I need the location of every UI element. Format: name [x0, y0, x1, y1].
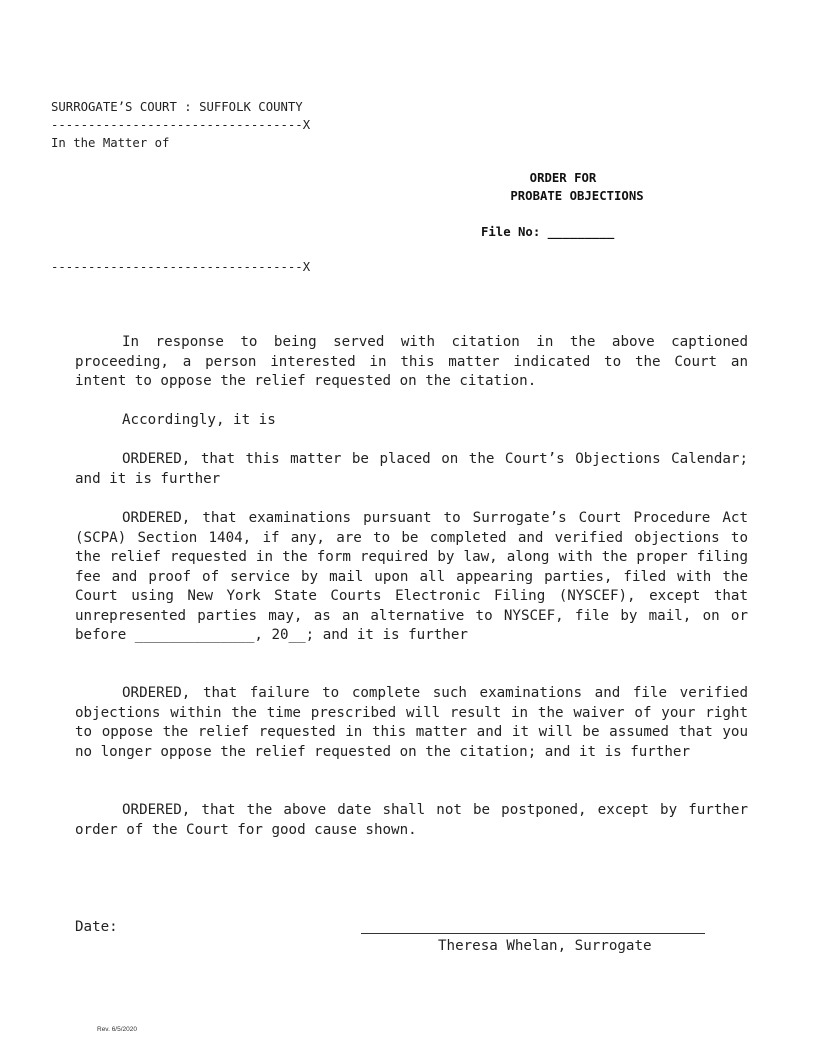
date-label: Date: [75, 919, 118, 935]
signer-name: Theresa Whelan, Surrogate [438, 938, 652, 954]
court-name: SURROGATE’S COURT : SUFFOLK COUNTY [51, 100, 303, 114]
caption-rule-bottom: ----------------------------------X [51, 260, 311, 274]
intro-paragraph: In response to being served with citation in the above captioned proceeding, a person interested in this matter indicated to the Court an intent to oppose the relief requested on the citation. [75, 334, 748, 389]
file-number [481, 223, 614, 241]
signature-line [361, 933, 705, 934]
order-paragraph-waiver: ORDERED, that failure to complete such examinations and file verified objections within the time prescribed will result in the waiver of your right to oppose the relief requested in this matter and it will be assumed that you no longer oppose the relief requested on the citation; and it is further [75, 685, 748, 760]
order-paragraph-postpone: ORDERED, that the above date shall not be postponed, except by further order of the Court for good cause shown. [75, 802, 748, 838]
revision-date: Rev. 6/5/2020 [97, 1026, 137, 1033]
order-paragraph-examinations: ORDERED, that examinations pursuant to Surrogate’s Court Procedure Act (SCPA) Section 1404, if any, are to be completed and verified objections to the relief requested in the form required by law, along with the proper filing fee and proof of service by mail upon all appearing parties, filed with the Court using New York State Courts Electronic Filing (NYSCEF), except that unrepresented parties may, as an alternative to NYSCEF, file by mail, on or before ______________, 20__; and it is further [75, 510, 748, 643]
order-title-line2: PROBATE OBJECTIONS [510, 189, 644, 203]
order-title-line1: ORDER FOR [529, 171, 597, 185]
caption-rule-top: ----------------------------------X [51, 118, 311, 132]
file-number-blank: _________ [547, 225, 615, 239]
accordingly-paragraph: Accordingly, it is [122, 412, 276, 428]
order-paragraph-calendar: ORDERED, that this matter be placed on the Court’s Objections Calendar; and it is further [75, 451, 748, 487]
file-number-label: File No: [481, 225, 541, 239]
matter-label: In the Matter of [51, 136, 170, 150]
